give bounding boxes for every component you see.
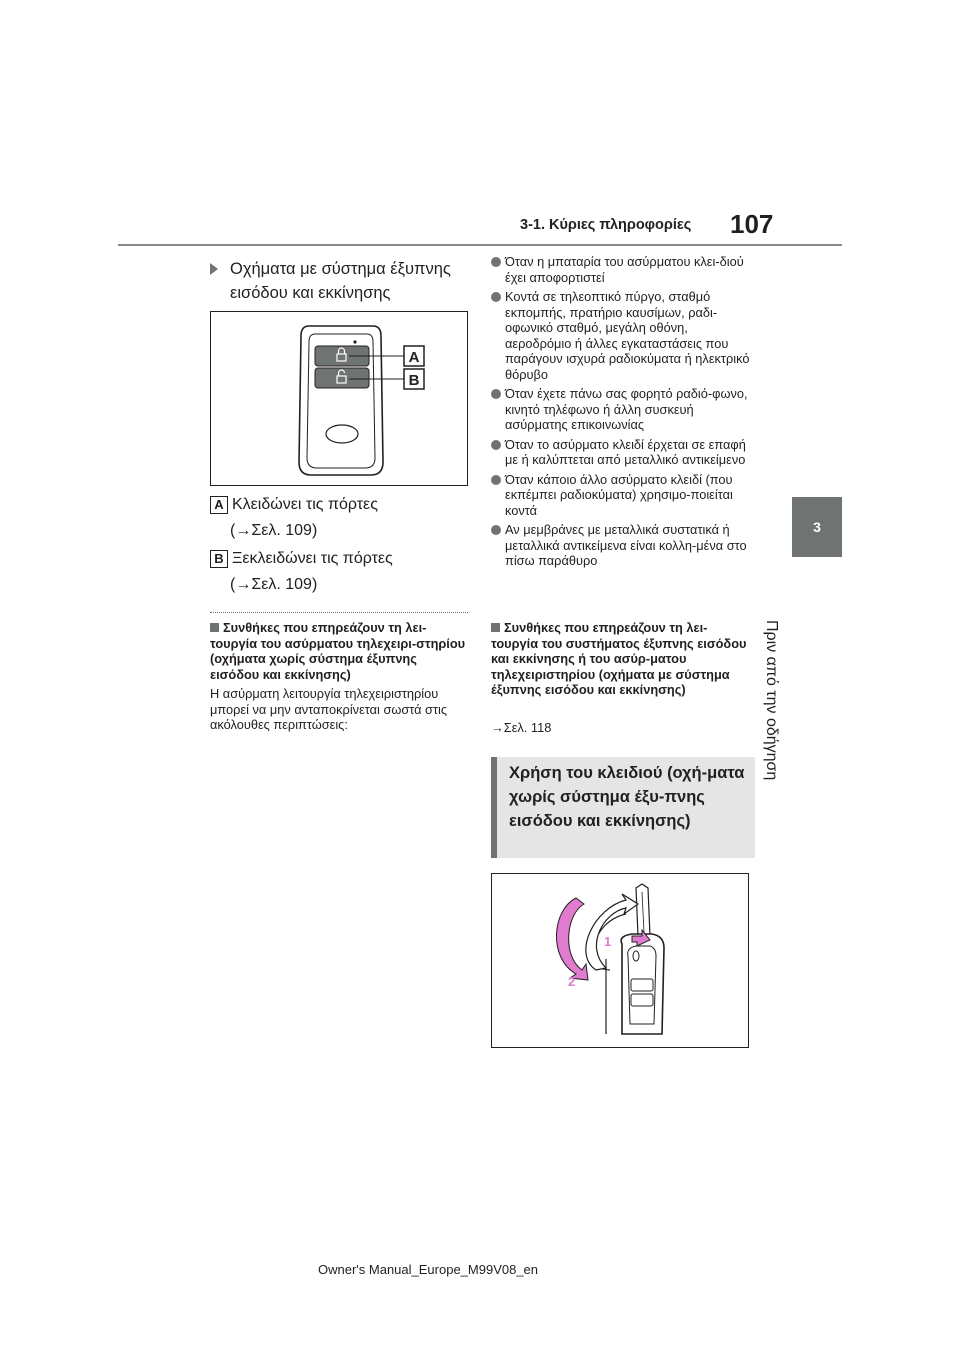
conditions-subheading: Συνθήκες που επηρεάζουν τη λει-τουργία του ασύρματου τηλεχειρι-στηρίου (οχήματα χωρίς σύστημα έξυπνης εισόδου και εκκίνησης) xyxy=(210,620,466,682)
section-heading-box xyxy=(491,757,755,858)
callout-text-b: Ξεκλειδώνει τις πόρτες xyxy=(232,550,393,567)
header-rule xyxy=(118,244,842,246)
chapter-title: Πριν από την οδήγηση xyxy=(763,620,780,781)
footer-text: Owner's Manual_Europe_M99V08_en xyxy=(318,1262,539,1277)
smart-key-figure xyxy=(210,311,468,486)
round-bullet-icon xyxy=(491,389,501,399)
page-ref-link[interactable]: (→Σελ. 109) xyxy=(230,522,318,539)
callout-a xyxy=(210,494,378,542)
folding-key-illustration xyxy=(492,874,748,1047)
dotted-divider xyxy=(210,612,468,613)
round-bullet-icon xyxy=(491,257,501,267)
list-item: Όταν το ασύρματο κλειδί έρχεται σε επαφή με ή καλύπτεται από μεταλλικό αντικείμενο xyxy=(491,437,753,468)
list-item: Όταν η μπαταρία του ασύρματου κλει-διού έχει αποφορτιστεί xyxy=(491,254,753,285)
conditions-intro: Η ασύρματη λειτουργία τηλεχειριστηρίου μπορεί να μην ανταποκρίνεται σωστά στις ακόλουθες περιπτώσεις: xyxy=(210,686,448,732)
page-ref-link[interactable]: →Σελ. 118 xyxy=(491,720,552,735)
round-bullet-icon xyxy=(491,440,501,450)
square-bullet-icon xyxy=(491,623,500,632)
callout-text-a: Κλειδώνει τις πόρτες xyxy=(232,496,378,513)
round-bullet-icon xyxy=(491,292,501,302)
callout-label-a: A xyxy=(210,496,228,514)
key-use-heading: Χρήση του κλειδιού (οχή-ματα χωρίς σύστημα έξυ-πνης εισόδου και εκκίνησης) xyxy=(509,764,745,830)
step-label-2: 2 xyxy=(568,974,576,989)
callout-label-b: B xyxy=(210,550,228,568)
page-ref-link[interactable]: (→Σελ. 109) xyxy=(230,576,318,593)
list-item: Όταν κάποιο άλλο ασύρματο κλειδί (που εκπέμπει ραδιοκύματα) χρησιμο-ποιείται κοντά xyxy=(491,472,753,519)
smart-entry-heading: Οχήματα με σύστημα έξυπνης εισόδου και εκκίνησης xyxy=(210,257,490,305)
chapter-tab: 3 xyxy=(792,497,842,557)
list-item: Κοντά σε τηλεοπτικό πύργο, σταθμό εκπομπής, πρατήριο καυσίμων, ραδι-οφωνικό σταθμό, μεγάλη οθόνη, αεροδρόμιο ή άλλες εγκαταστάσεις που παράγουν ισχυρά ραδιοκύματα ή ηλεκτρικό θόρυβο xyxy=(491,289,753,382)
folding-key-figure xyxy=(491,873,749,1048)
section-title: 3-1. Κύριες πληροφορίες xyxy=(520,217,692,233)
round-bullet-icon xyxy=(491,525,501,535)
smart-conditions-subheading: Συνθήκες που επηρεάζουν τη λει-τουργία του συστήματος έξυπνης εισόδου και εκκίνησης ή του ασύρ-ματου τηλεχειριστηρίου (οχήματα με σύστημα έξυπνης εισόδου και εκκίνησης) xyxy=(491,620,747,697)
triangle-marker-icon xyxy=(210,263,218,275)
conditions-list xyxy=(491,254,753,573)
figure-label-b: B xyxy=(408,372,420,389)
square-bullet-icon xyxy=(210,623,219,632)
smart-key-illustration xyxy=(211,312,467,485)
page-number: 107 xyxy=(730,209,774,239)
figure-label-a: A xyxy=(408,349,420,366)
step-label-1: 1 xyxy=(604,934,612,949)
list-item: Όταν έχετε πάνω σας φορητό ραδιό-φωνο, κινητό τηλέφωνο ή άλλη συσκευή ασύρματης επικοινωνίας xyxy=(491,386,753,433)
list-item: Αν μεμβράνες με μεταλλικά συστατικά ή μεταλλικά αντικείμενα είναι κολλη-μένα στο πίσω παράθυρο xyxy=(491,522,753,569)
callout-b xyxy=(210,548,393,596)
round-bullet-icon xyxy=(491,475,501,485)
